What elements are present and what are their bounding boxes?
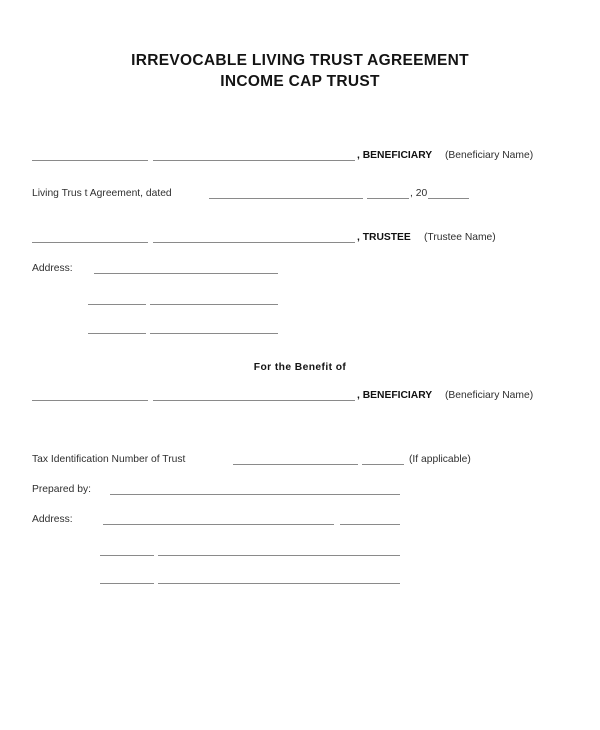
trustee-blank-b[interactable] [153, 242, 355, 243]
trustee-address-row-3 [0, 321, 600, 334]
trustee-address-blank-3b[interactable] [150, 333, 278, 334]
prepared-by-blank[interactable] [110, 494, 400, 495]
preparer-address-blank-3b[interactable] [158, 583, 400, 584]
beneficiary-2-blank-b[interactable] [153, 400, 355, 401]
dated-year-blank[interactable] [428, 198, 469, 199]
prepared-by-row [0, 482, 600, 495]
tax-id-blank-b[interactable] [362, 464, 404, 465]
beneficiary-1-hint: (Beneficiary Name) [445, 150, 534, 161]
title-line-1: IRREVOCABLE LIVING TRUST AGREEMENT [131, 52, 469, 69]
tax-id-label: Tax Identification Number of Trust [32, 454, 186, 465]
tax-id-note: (If applicable) [409, 454, 471, 465]
trustee-address-blank-2b[interactable] [150, 304, 278, 305]
beneficiary-1-blank-a[interactable] [32, 160, 148, 161]
trustee-address-row-2 [0, 292, 600, 305]
trustee-name-row [0, 230, 600, 243]
page-title [0, 50, 600, 92]
trustee-address-blank-2a[interactable] [88, 304, 146, 305]
tax-id-row [0, 452, 600, 465]
preparer-address-blank-1a[interactable] [103, 524, 334, 525]
beneficiary-name-row-2 [0, 388, 600, 401]
living-trust-dated-row [0, 186, 600, 199]
trustee-address-blank-3a[interactable] [88, 333, 146, 334]
dated-blank-a[interactable] [209, 198, 363, 199]
trustee-label: , TRUSTEE [357, 232, 411, 243]
dated-label: Living Trus t Agreement, dated [32, 188, 172, 199]
prepared-by-label: Prepared by: [32, 484, 91, 495]
preparer-address-blank-2a[interactable] [100, 555, 154, 556]
trustee-address-label: Address: [32, 263, 73, 274]
benefit-heading: For the Benefit of [253, 362, 347, 373]
beneficiary-2-hint: (Beneficiary Name) [445, 390, 534, 401]
title-line-2: INCOME CAP TRUST [220, 73, 380, 90]
preparer-address-row-1 [0, 512, 600, 525]
beneficiary-1-blank-b[interactable] [153, 160, 355, 161]
preparer-address-label: Address: [32, 514, 73, 525]
preparer-address-blank-1b[interactable] [340, 524, 400, 525]
preparer-address-blank-3a[interactable] [100, 583, 154, 584]
beneficiary-name-row-1 [0, 148, 600, 161]
preparer-address-row-2 [0, 543, 600, 556]
tax-id-blank-a[interactable] [233, 464, 358, 465]
beneficiary-2-blank-a[interactable] [32, 400, 148, 401]
beneficiary-2-label: , BENEFICIARY [357, 390, 433, 401]
trustee-hint: (Trustee Name) [424, 232, 496, 243]
trustee-address-blank-1[interactable] [94, 273, 278, 274]
preparer-address-blank-2b[interactable] [158, 555, 400, 556]
trustee-blank-a[interactable] [32, 242, 148, 243]
preparer-address-row-3 [0, 571, 600, 584]
beneficiary-1-label: , BENEFICIARY [357, 150, 433, 161]
dated-year-prefix: , 20 [410, 188, 428, 199]
dated-blank-b[interactable] [367, 198, 409, 199]
trustee-address-row-1 [0, 261, 600, 274]
